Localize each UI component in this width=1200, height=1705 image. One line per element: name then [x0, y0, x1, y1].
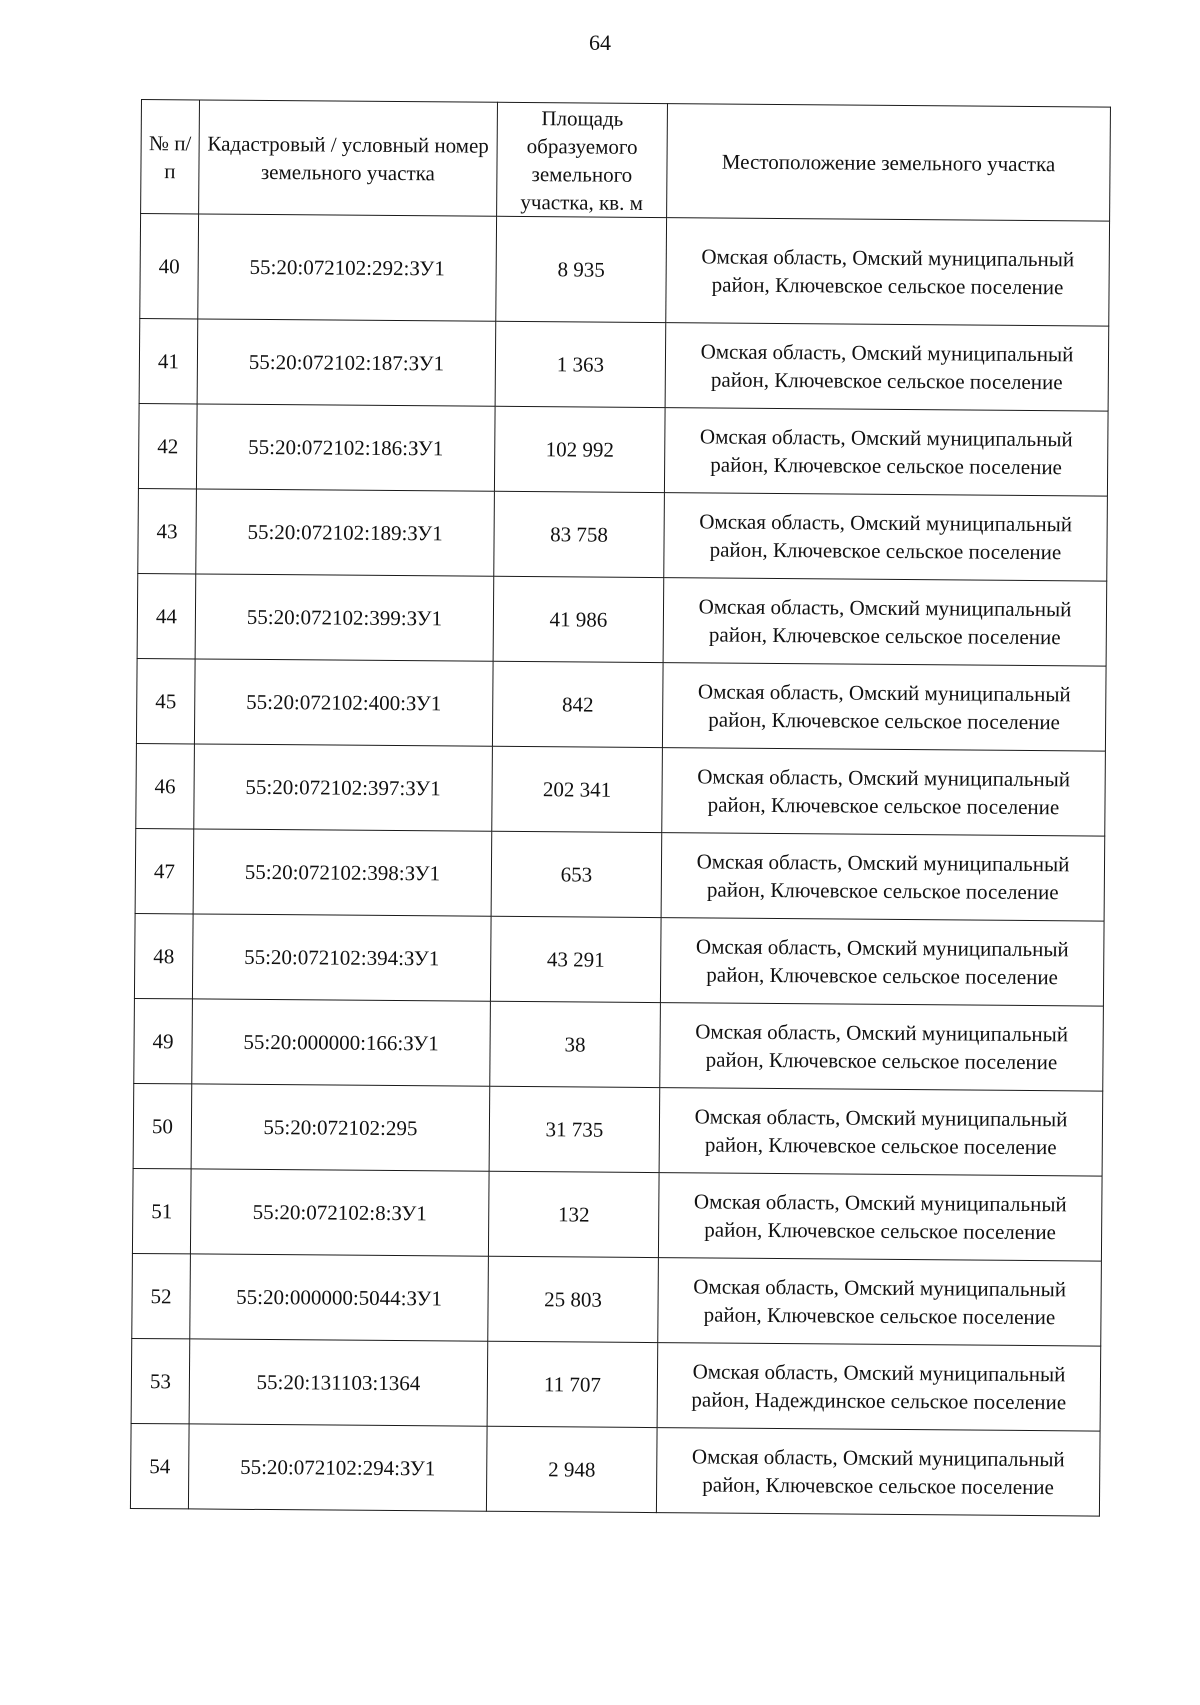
page-number: 64 — [589, 30, 611, 55]
table-row — [138, 403, 1108, 496]
table-header — [141, 100, 1111, 222]
cell-area: 102 992 — [494, 406, 665, 492]
cell-location: Омская область, Омский муниципальный район, Ключевское сельское поселение — [662, 748, 1106, 836]
cell-area: 83 758 — [494, 491, 665, 577]
cell-num: 53 — [131, 1338, 190, 1423]
cell-num: 52 — [132, 1253, 191, 1338]
cell-cadastral: 55:20:072102:399:ЗУ1 — [195, 574, 494, 661]
cell-num: 50 — [133, 1083, 192, 1168]
cell-cadastral: 55:20:072102:8:ЗУ1 — [190, 1169, 489, 1256]
cell-cadastral: 55:20:072102:186:ЗУ1 — [196, 404, 495, 491]
table-row — [132, 1168, 1102, 1261]
header-num: № п/п — [141, 100, 200, 214]
cell-area: 31 735 — [489, 1086, 660, 1172]
cell-num: 40 — [140, 214, 199, 319]
cell-cadastral: 55:20:072102:187:ЗУ1 — [197, 319, 496, 406]
cell-location: Омская область, Омский муниципальный район, Ключевское сельское поселение — [662, 663, 1106, 751]
cell-area: 653 — [491, 831, 662, 917]
cell-location: Омская область, Омский муниципальный район, Ключевское сельское поселение — [660, 918, 1104, 1006]
cell-area: 2 948 — [486, 1426, 657, 1512]
table-row — [139, 318, 1109, 411]
cell-area: 43 291 — [490, 916, 661, 1002]
cell-location: Омская область, Омский муниципальный район, Ключевское сельское поселение — [661, 833, 1105, 921]
table-row — [136, 658, 1106, 751]
cell-num: 41 — [139, 318, 198, 403]
cell-cadastral: 55:20:000000:166:ЗУ1 — [192, 999, 491, 1086]
table-row — [137, 573, 1107, 666]
cell-location: Омская область, Омский муниципальный район, Ключевское сельское поселение — [665, 323, 1109, 411]
cell-num: 48 — [134, 913, 193, 998]
cell-num: 46 — [136, 743, 195, 828]
cell-area: 842 — [492, 661, 663, 747]
cell-cadastral: 55:20:072102:397:ЗУ1 — [194, 744, 493, 831]
header-location: Местоположение земельного участка — [667, 104, 1111, 221]
cell-area: 8 935 — [496, 216, 667, 322]
cell-cadastral: 55:20:072102:398:ЗУ1 — [193, 829, 492, 916]
table-row — [135, 828, 1105, 921]
cell-location: Омская область, Омский муниципальный район, Ключевское сельское поселение — [666, 218, 1110, 326]
cell-cadastral: 55:20:072102:394:ЗУ1 — [192, 914, 491, 1001]
cell-cadastral: 55:20:072102:400:ЗУ1 — [194, 659, 493, 746]
table-row — [130, 1423, 1100, 1516]
header-cadastral: Кадастровый / условный номер земельного участка — [199, 100, 498, 216]
header-row — [141, 100, 1111, 222]
cell-location: Омская область, Омский муниципальный район, Ключевское сельское поселение — [656, 1428, 1100, 1516]
cell-area: 132 — [488, 1171, 659, 1257]
cell-location: Омская область, Омский муниципальный район, Ключевское сельское поселение — [658, 1173, 1102, 1261]
cell-area: 11 707 — [487, 1341, 658, 1427]
table-row — [134, 998, 1104, 1091]
cell-location: Омская область, Омский муниципальный район, Ключевское сельское поселение — [659, 1088, 1103, 1176]
table-row — [131, 1338, 1101, 1431]
table-row — [132, 1253, 1102, 1346]
land-plots-table — [130, 99, 1111, 1517]
cell-num: 49 — [134, 998, 193, 1083]
cell-num: 44 — [137, 573, 196, 658]
cell-area: 25 803 — [488, 1256, 659, 1342]
cell-num: 51 — [132, 1168, 191, 1253]
header-area: Площадь образуемого земельного участка, кв. м — [497, 102, 668, 217]
cell-area: 41 986 — [493, 576, 664, 662]
cell-area: 1 363 — [495, 321, 666, 407]
cell-location: Омская область, Омский муниципальный район, Надеждинское сельское поселение — [657, 1343, 1101, 1431]
cell-cadastral: 55:20:131103:1364 — [189, 1339, 488, 1426]
cell-area: 38 — [490, 1001, 661, 1087]
cell-location: Омская область, Омский муниципальный район, Ключевское сельское поселение — [663, 578, 1107, 666]
cell-num: 54 — [130, 1423, 189, 1508]
cell-cadastral: 55:20:072102:294:ЗУ1 — [188, 1424, 487, 1511]
cell-cadastral: 55:20:072102:292:ЗУ1 — [198, 214, 497, 321]
cell-num: 42 — [138, 403, 197, 488]
table-row — [136, 743, 1106, 836]
cell-num: 47 — [135, 828, 194, 913]
table-row — [140, 214, 1110, 327]
table-row — [134, 913, 1104, 1006]
cell-location: Омская область, Омский муниципальный район, Ключевское сельское поселение — [658, 1258, 1102, 1346]
table-row — [133, 1083, 1103, 1176]
cell-cadastral: 55:20:072102:189:ЗУ1 — [196, 489, 495, 576]
cell-location: Омская область, Омский муниципальный район, Ключевское сельское поселение — [664, 408, 1108, 496]
table-row — [138, 488, 1108, 581]
cell-location: Омская область, Омский муниципальный район, Ключевское сельское поселение — [664, 493, 1108, 581]
table-body — [130, 214, 1109, 1517]
cell-num: 43 — [138, 488, 197, 573]
cell-num: 45 — [136, 658, 195, 743]
cell-location: Омская область, Омский муниципальный район, Ключевское сельское поселение — [660, 1003, 1104, 1091]
cell-cadastral: 55:20:000000:5044:ЗУ1 — [190, 1254, 489, 1341]
cell-area: 202 341 — [492, 746, 663, 832]
cell-cadastral: 55:20:072102:295 — [191, 1084, 490, 1171]
